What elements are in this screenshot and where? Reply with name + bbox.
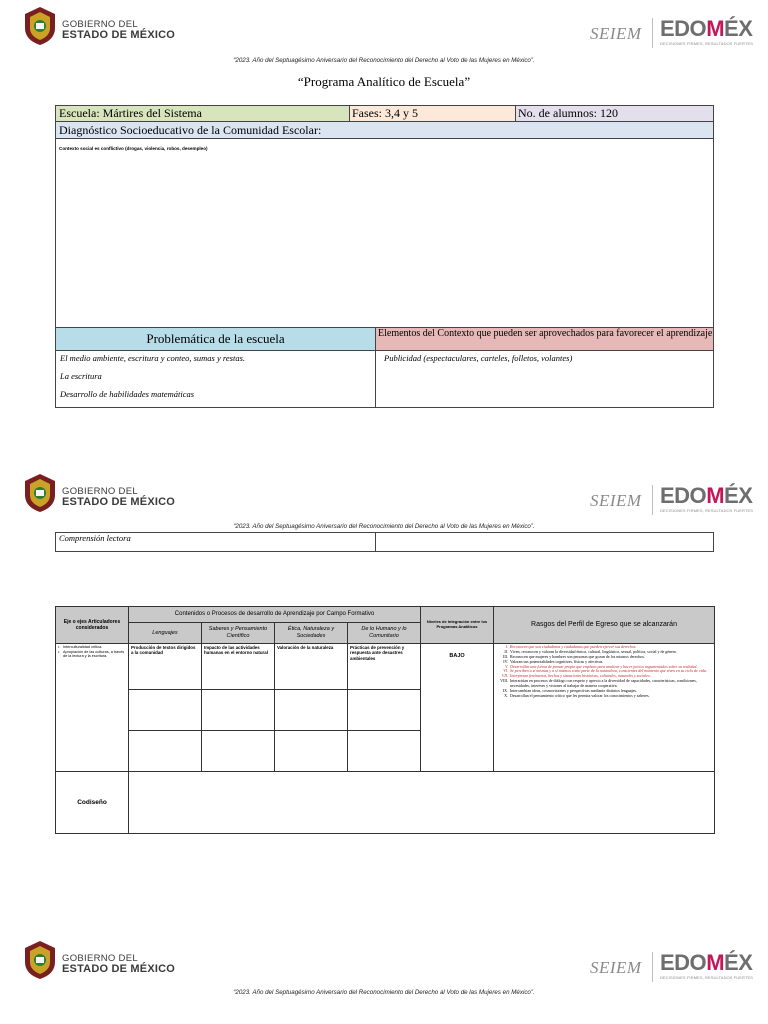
contenido-cell: Producción de textos dirigidos a la comunidad (129, 644, 202, 690)
eje-item: • Interculturalidad crítica. (58, 645, 126, 650)
contenido-cell: Impacto de las actividades humanas en el entorno natural (202, 644, 275, 690)
niveles-header: Niveles de Integración entre los Programas Analíticos (421, 607, 494, 644)
contenido-cell: Prácticas de prevención y respuesta ante desastres ambientales (348, 644, 421, 690)
rasgo-text: Se perciben a sí mismas y a sí mismos como parte de la naturaleza, conscientes del momento que viven en su ciclo de vida. (510, 668, 707, 674)
rasgos-cell (494, 644, 715, 772)
edomex-tagline: DECISIONES FIRMES, RESULTADOS FUERTES (660, 508, 754, 513)
problematica-header: Problemática de la escuela (56, 328, 376, 350)
rasgo-number: II. (504, 648, 509, 654)
problematica-item: La escritura (60, 371, 102, 381)
motto-2: “2023. Año del Septuagésimo Aniversario del Reconocimiento del Derecho al Voto de las Mujeres en México”. (233, 523, 535, 530)
rasgo-text: Reconocen que son ciudadanos y ciudadanas que pueden ejercer sus derechos. (510, 644, 637, 649)
page-header-2 (0, 473, 768, 523)
plan-table (55, 606, 715, 834)
motto-1: “2023. Año del Septuagésimo Aniversario del Reconocimiento del Derecho al Voto de las Mujeres en México”. (233, 57, 535, 64)
contenido-empty (275, 731, 348, 772)
gov-logo-text (62, 20, 175, 42)
campo-header: De lo Humano y lo Comunitario (348, 623, 421, 644)
elementos-text: Publicidad (espectaculares, carteles, folletos, volantes) (384, 353, 573, 363)
edomex-logo: EDOMÉX (660, 950, 753, 975)
eje-header: Eje o ejes Articuladores considerados (56, 607, 129, 644)
elementos-header: Elementos del Contexto que pueden ser aprovechados para favorecer el aprendizaje (376, 328, 713, 350)
comprension-cell: Comprensión lectora (56, 533, 376, 551)
rasgo-text: Interpretan fenómenos, hechos y situaciones históricas, culturales, naturales y sociales. (510, 673, 651, 679)
problematica-items (56, 351, 376, 407)
comprension-empty (376, 533, 713, 551)
fases-cell: Fases: 3,4 y 5 (350, 106, 516, 121)
elementos-body (376, 351, 713, 407)
gov-line1: GOBIERNO DEL (62, 953, 138, 964)
edomex-logo: EDOMÉX (660, 16, 753, 41)
rasgo-text: Desarrollan una forma de pensar propia que emplean para analizar y hacer juicios argumentados sobre su realidad. (510, 663, 698, 669)
seiem-logo: SEIEM (590, 24, 642, 43)
rasgo-text: Reconocen que mujeres y hombres son personas que gozan de los mismos derechos. (510, 653, 645, 659)
problematica-body-row (55, 350, 714, 408)
codiseno-label: Codiseño (56, 772, 129, 834)
rasgo-number: IV. (503, 658, 509, 664)
logo-divider (652, 18, 653, 48)
rasgo-text: Interactúan en procesos de diálogo con respeto y aprecio a la diversidad de capacidades, características, condiciones, necesidades, intereses y visiones al trabajar de manera cooperativa. (510, 678, 697, 688)
rasgo-number: V. (505, 663, 509, 669)
edomex-logo: EDOMÉX (660, 483, 753, 508)
estado-de-mexico-emblem-icon (22, 940, 58, 980)
contenido-empty (202, 731, 275, 772)
contenido-empty (202, 690, 275, 731)
logo-divider (652, 485, 653, 515)
estado-de-mexico-emblem-icon (22, 473, 58, 513)
rasgo-number: X. (504, 692, 509, 698)
rasgo-number: VII. (501, 673, 509, 679)
edomex-tagline: DECISIONES FIRMES, RESULTADOS FUERTES (660, 41, 754, 46)
seiem-logo: SEIEM (590, 491, 642, 510)
info-row (55, 105, 714, 122)
rasgo-text: Viven, reconocen y valoran la diversidad étnica, cultural, lingüística, sexual, política, social y de género. (510, 648, 678, 654)
rasgo-number: VIII. (500, 678, 509, 684)
gov-logo-text (62, 954, 175, 976)
problematica-header-row (55, 327, 714, 351)
gov-line2: ESTADO DE MÉXICO (62, 495, 176, 508)
contenido-empty (129, 731, 202, 772)
campo-header: Ética, Naturaleza y Sociedades (275, 623, 348, 644)
rasgo-number: III. (503, 653, 509, 659)
gov-line1: GOBIERNO DEL (62, 19, 138, 30)
ejes-cell (56, 644, 129, 772)
page-title: “Programa Analítico de Escuela” (297, 74, 471, 89)
rasgos-header: Rasgos del Perfil de Egreso que se alcanzarán (494, 607, 715, 644)
escuela-cell: Escuela: Mártires del Sistema (56, 106, 350, 121)
campo-header: Lenguajes (129, 623, 202, 644)
problematica-item: El medio ambiente, escritura y conteo, sumas y restas. (60, 353, 245, 363)
contenido-empty (275, 690, 348, 731)
rasgo-text: Desarrollan el pensamiento crítico que les permita valorar los conocimientos y saberes. (510, 692, 650, 698)
edomex-tagline: DECISIONES FIRMES, RESULTADOS FUERTES (660, 975, 754, 980)
gov-line2: ESTADO DE MÉXICO (62, 28, 176, 41)
gov-logo-text (62, 487, 175, 509)
nivel-cell: BAJO (421, 644, 494, 772)
page-header-1 (0, 6, 768, 56)
comprension-row (55, 532, 714, 552)
campo-header: Saberes y Pensamiento Científico (202, 623, 275, 644)
contexto-text: Contexto social es conflictivo (drogas, violencia, robos, desempleo) (59, 146, 208, 151)
estado-de-mexico-emblem-icon (22, 6, 58, 46)
rasgo-number: I. (505, 644, 509, 649)
alumnos-cell: No. de alumnos: 120 (516, 106, 713, 121)
codiseno-body (129, 772, 715, 834)
page-header-3 (0, 940, 768, 990)
rasgo-item (498, 694, 710, 699)
diagnostico-row: Diagnóstico Socioeducativo de la Comunidad Escolar: (55, 121, 714, 139)
rasgo-text: Intercambian ideas, cosmovisiones y perspectivas mediante distintos lenguajes. (510, 687, 637, 693)
contenido-empty (129, 690, 202, 731)
rasgo-number: IX. (502, 687, 509, 693)
motto-3: “2023. Año del Septuagésimo Aniversario del Reconocimiento del Derecho al Voto de las Mujeres en México”. (233, 989, 535, 996)
rasgo-number: VI. (503, 668, 509, 674)
logo-divider (652, 952, 653, 982)
contenido-empty (348, 690, 421, 731)
rasgo-text: Valoran sus potencialidades cognitivas, físicas y afectivas. (510, 658, 604, 664)
rasgos-list (498, 645, 710, 699)
gov-line1: GOBIERNO DEL (62, 486, 138, 497)
contenido-empty (348, 731, 421, 772)
problematica-item: Desarrollo de habilidades matemáticas (60, 389, 195, 399)
gov-line2: ESTADO DE MÉXICO (62, 962, 176, 975)
seiem-logo: SEIEM (590, 958, 642, 977)
contenidos-header: Contenidos o Procesos de desarrollo de Aprendizaje por Campo Formativo (129, 607, 421, 623)
eje-item: • Apropiación de las culturas, a través de la lectura y la escritura. (58, 650, 126, 659)
contexto-box (55, 138, 714, 328)
contenido-cell: Valoración de la naturaleza (275, 644, 348, 690)
